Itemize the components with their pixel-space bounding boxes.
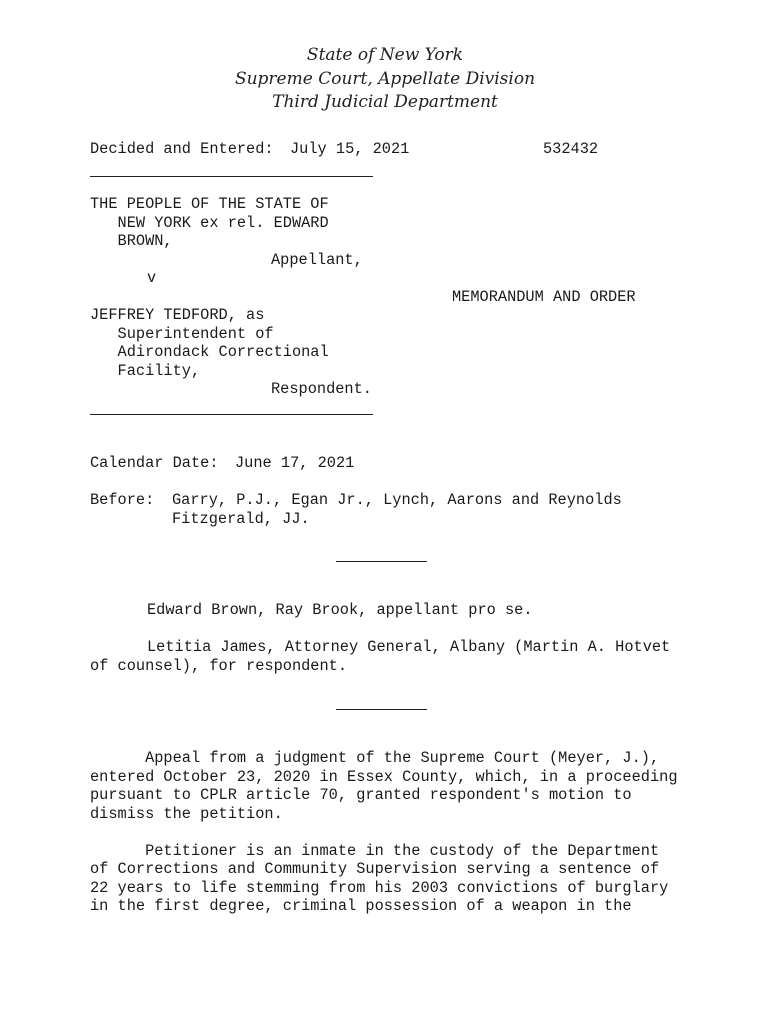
state-name: State of New York	[306, 45, 464, 65]
paragraph-line: of Corrections and Community Supervision serving a sentence of	[90, 860, 660, 878]
respondent-line: Superintendent of	[90, 325, 274, 343]
respondent-role: Respondent.	[271, 380, 372, 398]
section-divider	[336, 561, 427, 562]
department-name: Third Judicial Department	[272, 92, 498, 112]
paragraph-line: entered October 23, 2020 in Essex County, which, in a proceeding	[90, 768, 678, 786]
docket-number: 532432	[543, 140, 599, 158]
respondent-line: Adirondack Correctional	[90, 343, 329, 361]
calendar-date: June 17, 2021	[235, 454, 355, 472]
paragraph-line: in the first degree, criminal possession of a weapon in the	[90, 897, 632, 915]
respondent-line: JEFFREY TEDFORD, as	[90, 306, 265, 324]
bench-justices-line: Garry, P.J., Egan Jr., Lynch, Aarons and Reynolds	[172, 491, 622, 509]
paragraph-line: 22 years to life stemming from his 2003 convictions of burglary	[90, 879, 669, 897]
paragraph-line: Petitioner is an inmate in the custody of the Department	[90, 842, 660, 860]
court-header	[0, 44, 770, 115]
caption-top-rule	[90, 176, 373, 177]
calendar-label: Calendar Date:	[90, 454, 219, 472]
versus-label: v	[147, 269, 157, 287]
respondent-counsel-line: Letitia James, Attorney General, Albany (Martin A. Hotvet	[147, 638, 671, 656]
appellant-role: Appellant,	[271, 251, 363, 269]
section-divider	[336, 709, 427, 710]
paragraph-line: dismiss the petition.	[90, 805, 283, 823]
paragraph-line: Appeal from a judgment of the Supreme Court (Meyer, J.),	[90, 749, 660, 767]
bench-label: Before:	[90, 491, 155, 509]
caption-bottom-rule	[90, 414, 373, 415]
appellant-line: NEW YORK ex rel. EDWARD	[90, 214, 329, 232]
appellant-counsel: Edward Brown, Ray Brook, appellant pro se.	[147, 601, 533, 619]
respondent-counsel-line: of counsel), for respondent.	[90, 657, 348, 675]
decided-label: Decided and Entered:	[90, 140, 274, 158]
appellant-line: BROWN,	[90, 232, 173, 250]
decided-date: July 15, 2021	[290, 140, 410, 158]
bench-justices-line: Fitzgerald, JJ.	[172, 510, 310, 528]
appellant-line: THE PEOPLE OF THE STATE OF	[90, 195, 329, 213]
order-type: MEMORANDUM AND ORDER	[452, 288, 636, 306]
court-name: Supreme Court, Appellate Division	[234, 68, 536, 89]
respondent-line: Facility,	[90, 362, 201, 380]
paragraph-line: pursuant to CPLR article 70, granted respondent's motion to	[90, 786, 632, 804]
